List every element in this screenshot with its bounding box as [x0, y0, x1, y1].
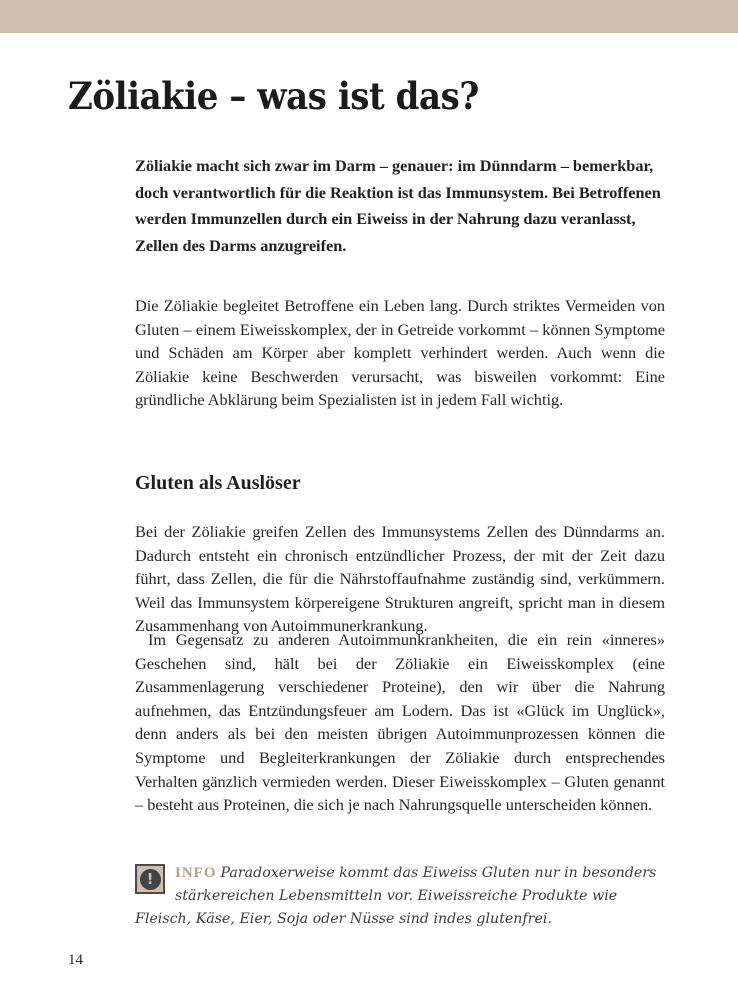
header-band	[0, 0, 738, 33]
exclamation-icon	[135, 864, 165, 894]
exclamation-glyph: !	[140, 869, 161, 890]
page-title: Zöliakie – was ist das?	[68, 74, 479, 118]
info-box	[135, 862, 665, 931]
body-paragraph: Im Gegensatz zu anderen Autoimmunkrankheiten, die ein rein «inneres» Geschehen sind, hält bei der Zöliakie ein Eiweisskomplex (eine Zusammenlagerung verschiedener Proteine), den wir über die Nahrung aufnehmen, das Entzündungsfeuer am Lodern. Das ist «Glück im Unglück», denn anders als bei den meisten übrigen Autoimmunprozessen können die Symptome und Begleiterkrankungen der Zöliakie durch entsprechendes Verhalten gänzlich vermieden werden. Dieser Eiweisskomplex – Gluten genannt – besteht aus Proteinen, die sich je nach Nahrungsquelle unterscheiden können.	[135, 630, 665, 815]
lead-paragraph: Zöliakie macht sich zwar im Darm – genauer: im Dünndarm – bemerkbar, doch verantwortlich für die Reaktion ist das Immunsystem. Bei Betroffenen werden Immunzellen durch ein Eiweiss in der Nahrung dazu veranlasst, Zellen des Darms anzugreifen.	[135, 156, 661, 255]
info-label: INFO	[175, 865, 217, 881]
info-text: Paradoxerweise kommt das Eiweiss Gluten nur in besonders stärkereichen Lebensmitteln vor. Eiweissreiche Produkte wie Fleisch, Käse, Eier, Soja oder Nüsse sind indes glutenfrei.	[135, 865, 657, 927]
section-heading: Gluten als Auslöser	[135, 472, 301, 494]
body-paragraph: Bei der Zöliakie greifen Zellen des Immunsystems Zellen des Dünndarms an. Dadurch entsteht ein chronisch entzündlicher Prozess, der mit der Zeit dazu führt, dass Zellen, die für die Nährstoffaufnahme zuständig sind, verkümmern. Weil das Immunsystem körpereigene Strukturen angreift, spricht man in diesem Zusammenhang von Autoimmunerkrankung.	[135, 522, 665, 636]
body-paragraph: Die Zöliakie begleitet Betroffene ein Leben lang. Durch striktes Vermeiden von Gluten – einem Eiweisskomplex, der in Getreide vorkommt – können Symptome und Schäden am Körper aber komplett verhindert werden. Auch wenn die Zöliakie keine Beschwerden verursacht, was bisweilen vorkommt: Eine gründliche Abklärung beim Spezialisten ist in jedem Fall wichtig.	[135, 296, 665, 410]
page-number: 14	[68, 952, 83, 968]
